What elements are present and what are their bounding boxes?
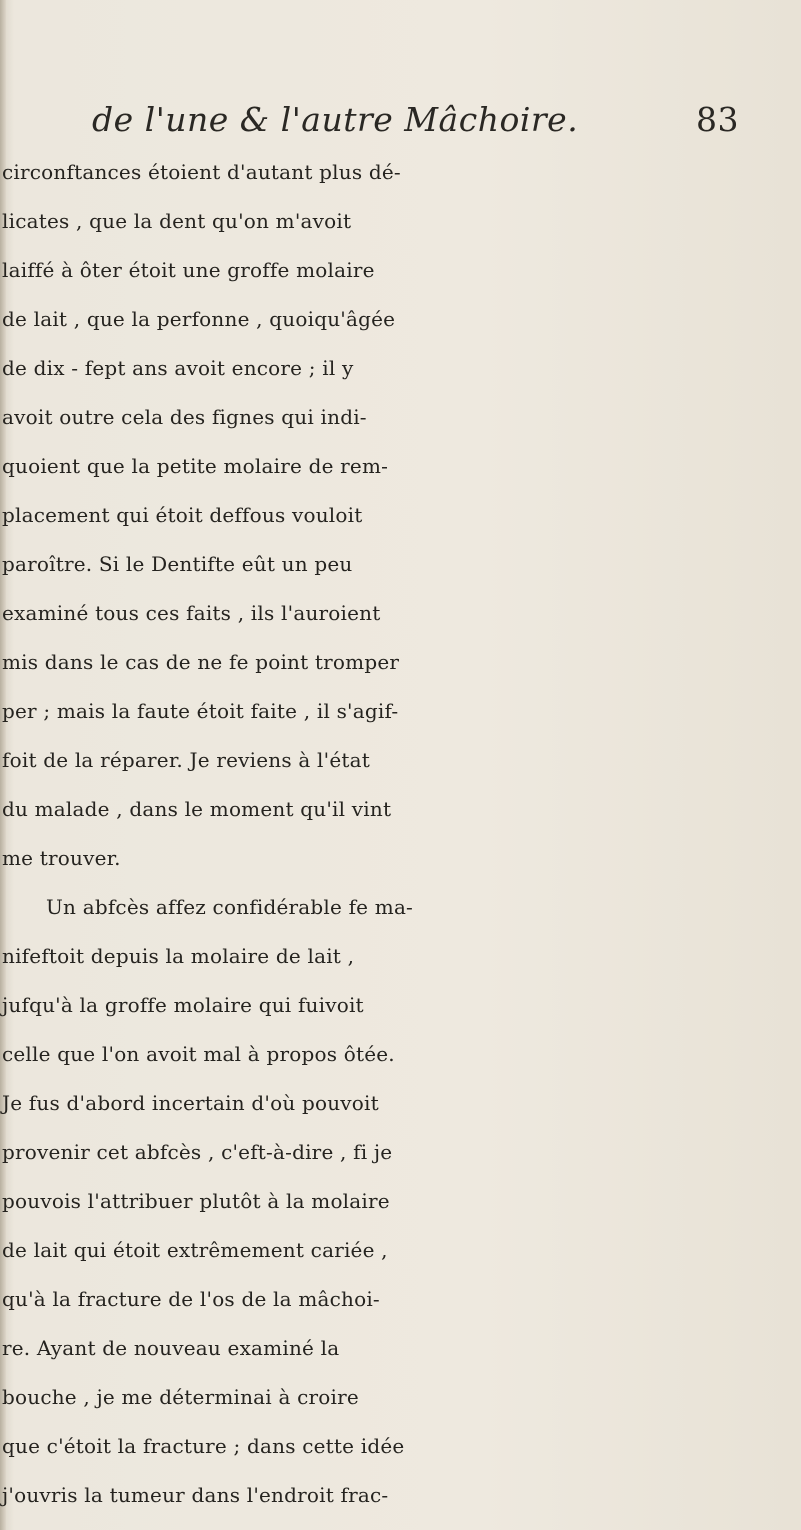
text-line: nifeftoit depuis la molaire de lait , (2, 944, 355, 968)
text-line: paroître. Si le Dentifte eût un peu (2, 552, 353, 576)
text-line: de dix - fept ans avoit encore ; il y (2, 356, 354, 380)
text-line: licates , que la dent qu'on m'avoit (2, 209, 352, 233)
text-line: circonftances étoient d'autant plus dé- (2, 160, 401, 184)
text-line: per ; mais la faute étoit faite , il s'agif- (2, 699, 399, 723)
text-line: celle que l'on avoit mal à propos ôtée. (2, 1042, 395, 1066)
text-line: qu'à la fracture de l'os de la mâchoi- (2, 1287, 380, 1311)
text-line: me trouver. (2, 846, 121, 870)
text-line: du malade , dans le moment qu'il vint (2, 797, 392, 821)
text-line: Un abfcès affez confidérable fe ma- (46, 895, 414, 919)
text-line: Je fus d'abord incertain d'où pouvoit (2, 1091, 379, 1115)
text-line: avoit outre cela des fignes qui indi- (2, 405, 367, 429)
running-head-title: de l'une & l'autre Mâchoire. (92, 100, 579, 139)
text-line: bouche , je me déterminai à croire (2, 1385, 359, 1409)
text-line: pouvois l'attribuer plutôt à la molaire (2, 1189, 390, 1213)
text-line: laiffé à ôter étoit une groffe molaire (2, 258, 375, 282)
page-number: 83 (696, 100, 739, 139)
text-line: provenir cet abfcès , c'eft-à-dire , fi je (2, 1140, 393, 1164)
text-line: foit de la réparer. Je reviens à l'état (2, 748, 370, 772)
text-line: re. Ayant de nouveau examiné la (2, 1336, 340, 1360)
text-line: de lait , que la perfonne , quoiqu'âgée (2, 307, 396, 331)
text-line: placement qui étoit deffous vouloit (2, 503, 363, 527)
text-line: j'ouvris la tumeur dans l'endroit frac- (2, 1483, 389, 1507)
text-line: quoient que la petite molaire de rem- (2, 454, 389, 478)
text-line: jufqu'à la groffe molaire qui fuivoit (2, 993, 364, 1017)
text-line: examiné tous ces faits , ils l'auroient (2, 601, 381, 625)
text-line: mis dans le cas de ne fe point tromper (2, 650, 400, 674)
text-line: que c'étoit la fracture ; dans cette idée (2, 1434, 405, 1458)
text-line: de lait qui étoit extrêmement cariée , (2, 1238, 388, 1262)
